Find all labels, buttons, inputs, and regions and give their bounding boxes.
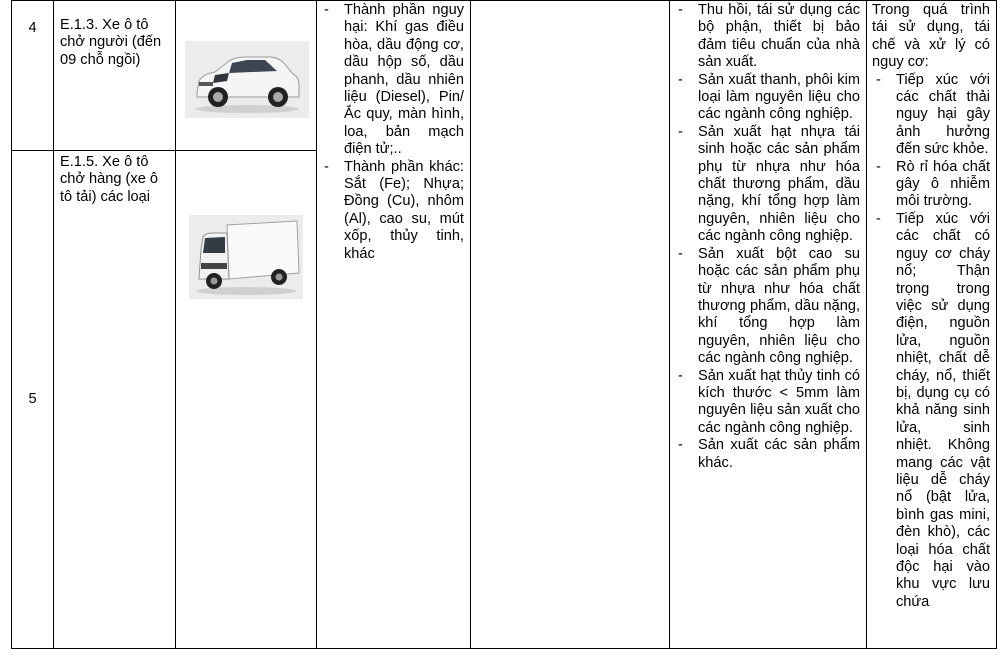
vehicle-image-frame xyxy=(185,41,309,118)
white-box-truck-icon xyxy=(189,215,303,299)
list-item: - Tiếp xúc với các chất có nguy cơ cháy nổ; Thận trọng trong việc sử dụng điện, nguồn lửa, nguồn nhiệt, chất dễ cháy, nổ, thiết bị, dụng cụ có khả năng sinh lửa, sinh nhiệt. Không mang các vật liệu dễ cháy nổ (bật lửa, bình gas mini, đèn khò), các loại hóa chất độc hại vào khu vực lưu chứa xyxy=(872,211,990,611)
list-item: - Rò rỉ hóa chất gây ô nhiễm môi trường. xyxy=(872,159,990,211)
list-item: - Tiếp xúc với các chất thải nguy hại gây ảnh hưởng đến sức khỏe. xyxy=(872,72,990,159)
recycling-methods-cell xyxy=(674,2,860,472)
table-border-bottom xyxy=(11,648,997,649)
column-divider xyxy=(866,0,867,649)
recycling-list xyxy=(674,2,860,472)
row-number: 4 xyxy=(28,19,37,36)
risks-cell xyxy=(872,2,990,611)
list-item: - Sản xuất hạt nhựa tái sinh hoặc các sản phẩm phụ từ nhựa như hóa chất thương phẩm, dầu nặng, khí tổng hợp làm nguyên, nhiên liệu cho các ngành công nghiệp. xyxy=(674,124,860,246)
row-number-cell xyxy=(12,1,53,56)
vehicle-image-frame xyxy=(189,215,303,299)
list-item: - Sản xuất hạt thủy tinh có kích thước < 5mm làm nguyên liệu sản xuất cho các ngành công nghiệp. xyxy=(674,368,860,438)
table-border-right xyxy=(996,0,997,649)
empty-cell xyxy=(471,1,669,648)
vehicle-type-cell: E.1.5. Xe ô tô chở hàng (xe ô tô tải) các loại xyxy=(60,154,159,205)
list-item: - Thành phần nguy hại: Khí gas điều hòa, dầu động cơ, dầu hộp số, dầu phanh, dầu nhiên liệu (Diesel), Pin/ Ắc quy, màn hình, loa, bản mạch điện tử;.. xyxy=(320,2,464,159)
column-divider xyxy=(669,0,670,649)
row-number-cell xyxy=(12,151,53,648)
column-divider xyxy=(175,0,176,649)
risks-intro: Trong quá trình tái sử dụng, tái chế và xử lý có nguy cơ: xyxy=(872,2,990,71)
components-cell xyxy=(320,2,464,263)
list-item: - Sản xuất bột cao su hoặc các sản phẩm phụ từ nhựa như hóa chất thương phẩm, dầu nặng, khí tổng hợp làm nguyên, nhiên liệu cho các ngành công nghiệp. xyxy=(674,246,860,368)
list-item: - Thu hồi, tái sử dụng các bộ phận, thiết bị bảo đảm tiêu chuẩn của nhà sản xuất. xyxy=(674,2,860,72)
row-number: 5 xyxy=(28,390,37,407)
column-divider xyxy=(53,0,54,649)
list-item: - Sản xuất các sản phẩm khác. xyxy=(674,437,860,472)
components-list xyxy=(320,2,464,263)
row-divider xyxy=(11,150,317,151)
list-item: - Sản xuất thanh, phôi kim loại làm nguyên liệu cho các ngành công nghiệp. xyxy=(674,72,860,124)
list-item: - Thành phần khác: Sắt (Fe); Nhựa; Đồng (Cu), nhôm (Al), cao su, mút xốp, thủy tinh, khác xyxy=(320,159,464,263)
column-divider xyxy=(316,0,317,649)
white-suv-icon xyxy=(185,41,309,118)
risks-list xyxy=(872,72,990,612)
vehicle-type-cell: E.1.3. Xe ô tô chở người (đến 09 chỗ ngồi) xyxy=(60,17,162,68)
